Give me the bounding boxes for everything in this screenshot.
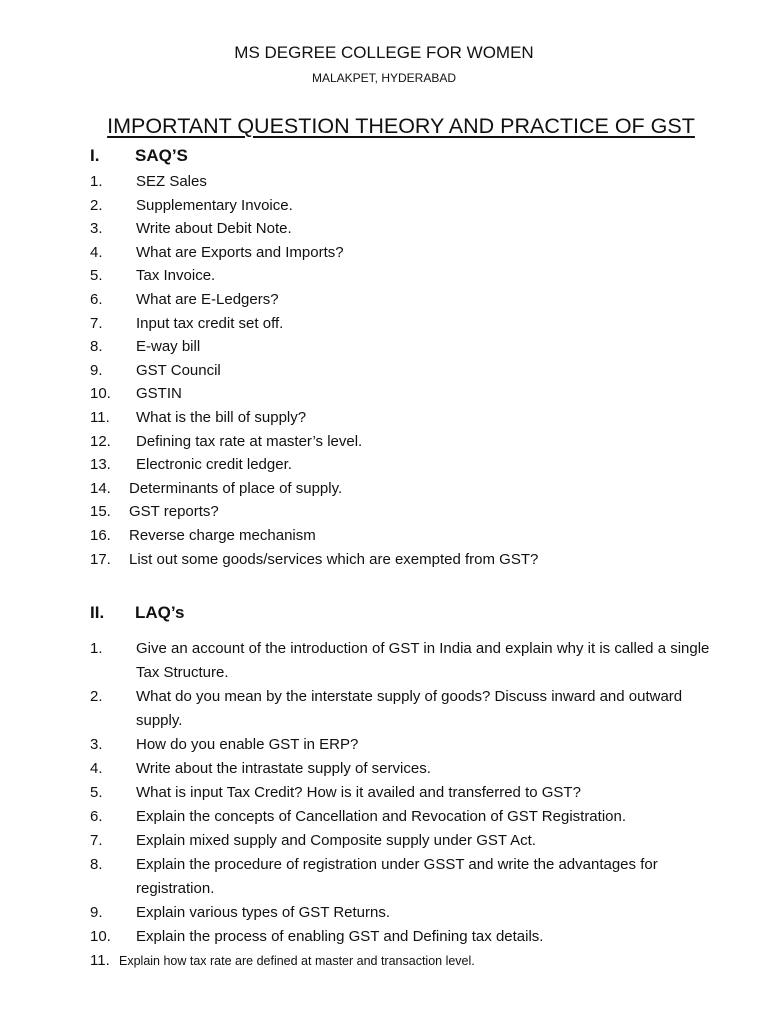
item-number: 5. [90,784,103,801]
item-number: 15. [90,503,111,521]
item-text: Reverse charge mechanism [129,526,316,544]
item-number: 7. [90,832,103,849]
item-number: 11. [90,952,110,969]
item-text: What are E-Ledgers? [136,290,279,308]
item-number: 1. [90,173,103,190]
list-item [90,500,728,524]
item-text: What do you mean by the interstate supply of goods? Discuss inward and outward supply. [136,688,683,729]
item-number: 10. [90,928,111,945]
college-name: MS DEGREE COLLEGE FOR WOMEN [234,43,534,62]
item-number: 2. [90,196,103,214]
list-item [90,853,728,901]
list-item [90,685,728,733]
list-item [90,637,728,685]
list-item [90,477,728,501]
section-heading-saq [90,145,188,167]
item-text: Explain the process of enabling GST and Defining tax details. [136,928,544,945]
list-item [90,217,728,241]
section-title: LAQ’s [135,603,185,622]
section-number: II. [90,603,105,622]
section-title: SAQ’S [135,146,188,165]
item-text: GST reports? [129,503,219,521]
item-number: 5. [90,267,103,285]
item-number: 4. [90,243,103,261]
college-address: MALAKPET, HYDERABAD [311,71,457,85]
item-text: Defining tax rate at master’s level. [136,432,363,450]
list-item [90,757,728,781]
item-text: Write about Debit Note. [136,220,292,238]
item-text: Explain various types of GST Returns. [136,904,391,921]
section-heading-laq [90,602,184,624]
item-number: 3. [90,736,103,753]
item-number: 6. [90,290,103,308]
item-text: Supplementary Invoice. [136,196,293,214]
list-item [90,194,728,218]
item-text: Tax Invoice. [136,267,216,285]
item-number: 3. [90,220,103,238]
item-number: 11. [90,408,110,426]
item-text: Explain the procedure of registration under GSST and write the advantages for registration. [136,856,658,897]
list-item [90,733,728,757]
item-text: Give an account of the introduction of GST in India and explain why it is called a single Tax Structure. [136,640,710,681]
list-item [90,925,728,949]
list-item [90,382,728,406]
list-item [90,359,728,383]
document-title: IMPORTANT QUESTION THEORY AND PRACTICE OF GST [107,114,695,138]
list-item [90,805,728,829]
item-number: 14. [90,479,111,497]
item-text: Explain how tax rate are defined at master and transaction level. [119,954,475,968]
list-item [90,430,728,454]
item-number: 13. [90,456,111,474]
item-text: SEZ Sales [136,173,207,190]
item-text: E-way bill [136,338,201,356]
item-text: How do you enable GST in ERP? [136,736,359,753]
list-item [90,829,728,853]
item-number: 9. [90,904,103,921]
item-text: What are Exports and Imports? [136,243,344,261]
list-item [90,170,728,194]
list-item [90,949,728,973]
list-item [90,335,728,359]
laq-list [90,637,728,973]
list-item [90,524,728,548]
item-number: 17. [90,550,111,568]
item-number: 9. [90,361,103,379]
list-item [90,901,728,925]
list-item [90,406,728,430]
item-text: What is input Tax Credit? How is it availed and transferred to GST? [136,784,581,801]
saq-list [90,170,728,571]
item-text: GST Council [136,361,221,379]
item-number: 6. [90,808,103,825]
list-item [90,312,728,336]
item-number: 2. [90,688,103,705]
item-number: 7. [90,314,103,332]
item-number: 10. [90,385,111,403]
list-item [90,453,728,477]
item-text: Input tax credit set off. [136,314,284,332]
list-item [90,548,728,572]
item-number: 16. [90,526,111,544]
item-text: Electronic credit ledger. [136,456,292,474]
item-text: Explain mixed supply and Composite supply under GST Act. [136,832,536,849]
item-number: 4. [90,760,103,777]
item-text: Explain the concepts of Cancellation and Revocation of GST Registration. [136,808,627,825]
list-item [90,264,728,288]
item-text: GSTIN [136,385,182,403]
item-number: 8. [90,856,103,873]
section-number: I. [90,146,100,165]
item-text: What is the bill of supply? [136,408,307,426]
item-number: 12. [90,432,111,450]
item-text: Write about the intrastate supply of services. [136,760,431,777]
item-number: 1. [90,640,103,657]
item-text: Determinants of place of supply. [129,479,343,497]
list-item [90,241,728,265]
list-item [90,288,728,312]
list-item [90,781,728,805]
item-number: 8. [90,338,103,356]
item-text: List out some goods/services which are exempted from GST? [129,550,539,568]
